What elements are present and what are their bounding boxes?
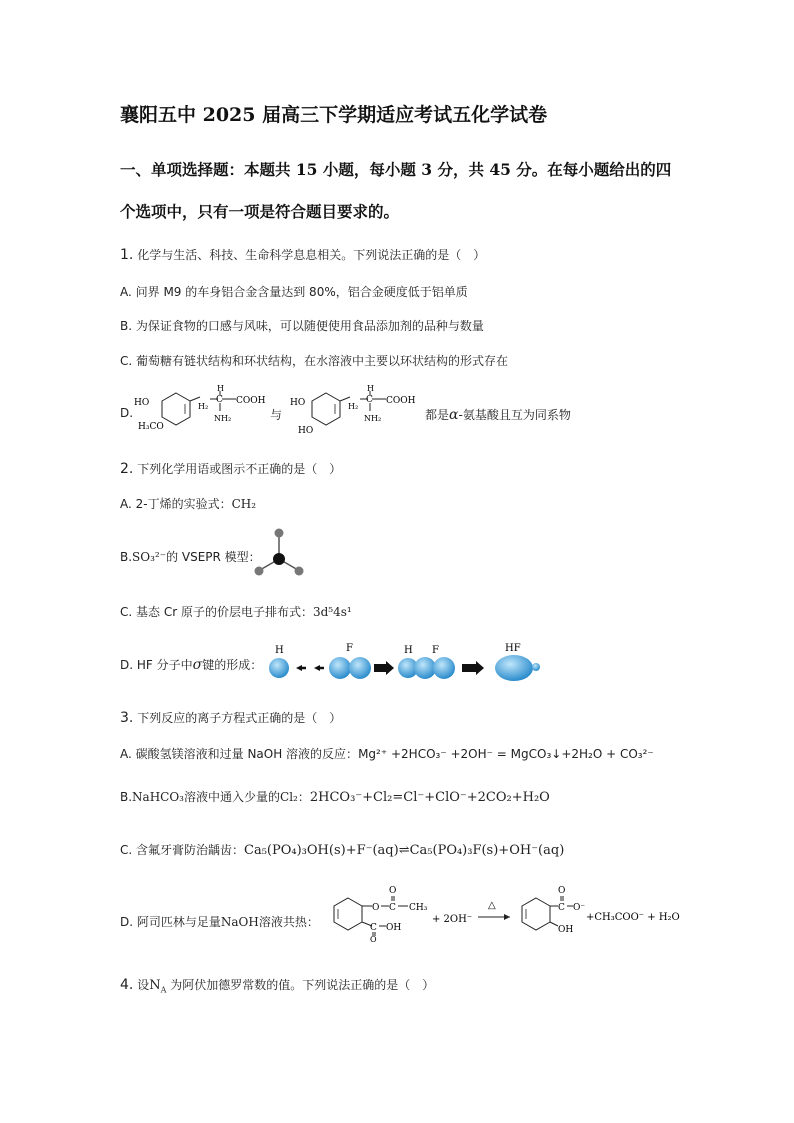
- mol-label: C: [366, 395, 373, 405]
- orbital-label: H: [404, 645, 413, 656]
- section-heading-line-1: 一、单项选择题：本题共 15 小题，每小题 3 分，共 45 分。在每小题给出的四: [120, 160, 672, 179]
- sigma-symbol: σ: [192, 657, 203, 673]
- question-1-stem: [120, 246, 485, 263]
- q1-option-d-mid: 与: [270, 408, 283, 422]
- formula-subscript: A: [160, 985, 167, 995]
- option-label: B.: [120, 790, 133, 804]
- formula: 3d⁵4s¹: [312, 605, 352, 619]
- mol-label: O: [372, 903, 380, 913]
- orbital-label: F: [346, 643, 353, 654]
- question-4-stem: [120, 976, 434, 994]
- option-text: ：: [297, 790, 310, 804]
- reactant-hydroxide: + 2OH⁻: [432, 914, 473, 925]
- d-suffix-text: -氨基酸且互为同系物: [458, 408, 571, 422]
- q1-option-d-label: D.: [120, 406, 134, 420]
- aspirin-reaction-diagram: [322, 880, 702, 942]
- question-2-stem: [120, 460, 341, 477]
- mol-label: COOH: [386, 396, 416, 406]
- q2-option-c: [120, 603, 352, 620]
- formula: N: [149, 978, 161, 993]
- mol-label: HO: [290, 398, 306, 408]
- q1-option-a: A. 问界 M9 的车身铝合金含量达到 80%，铝合金硬度低于铝单质: [120, 285, 468, 299]
- q1-option-d-suffix: [425, 406, 571, 423]
- formula: NaHCO₃: [132, 790, 184, 804]
- option-text: D. 阿司匹林与足量: [120, 915, 221, 929]
- formula: Cl₂: [280, 790, 298, 804]
- question-number: 3.: [120, 710, 134, 726]
- mol-label: C: [389, 903, 396, 913]
- mol-label: H₂: [348, 402, 359, 411]
- mol-label: OH: [558, 925, 574, 935]
- option-text: A. 碳酸氢镁溶液和过量 NaOH 溶液的反应：: [120, 747, 359, 761]
- q1-option-c: C. 葡萄糖有链状结构和环状结构，在水溶液中主要以环状结构的形式存在: [120, 354, 509, 368]
- mol-label: O: [370, 935, 377, 942]
- formula: CH₂: [231, 497, 257, 511]
- d-suffix-text: 都是: [425, 408, 450, 422]
- mol-label: HO: [298, 426, 314, 436]
- q1-molecule-1: [132, 385, 272, 437]
- orbital-label: F: [432, 645, 439, 656]
- option-text: 的 VSEPR 模型：: [166, 550, 261, 564]
- mol-label: O: [389, 886, 397, 896]
- option-text: 溶液中通入少量的: [184, 790, 281, 804]
- question-number: 1.: [120, 247, 134, 263]
- equation: Mg²⁺ +2HCO₃⁻ +2OH⁻ = MgCO₃↓+2H₂O + CO₃²⁻: [358, 747, 654, 761]
- question-text: 设: [137, 978, 150, 992]
- hf-orbital: [495, 655, 533, 681]
- mol-label: C: [216, 395, 223, 405]
- q2-option-b: [120, 548, 261, 565]
- h-orbital: [269, 658, 289, 678]
- formula: SO₃²⁻: [132, 550, 167, 564]
- q1-molecule-2: [290, 385, 430, 437]
- q3-option-d: [120, 913, 319, 930]
- alpha-symbol: α: [449, 407, 459, 423]
- mol-label: OH: [386, 923, 402, 933]
- reaction-products: +CH₃COO⁻ + H₂O: [586, 912, 680, 923]
- question-text: 下列反应的离子方程式正确的是（ ）: [137, 711, 342, 725]
- f-orbital: [349, 657, 371, 679]
- question-number: 4.: [120, 977, 134, 993]
- option-text: C. 含氟牙膏防治龋齿：: [120, 843, 245, 857]
- mol-label: C: [370, 923, 377, 933]
- mol-label: NH₂: [214, 414, 232, 423]
- equation: 2HCO₃⁻+Cl₂=Cl⁻+ClO⁻+2CO₂+H₂O: [309, 790, 550, 805]
- question-text: 为阿伏加德罗常数的值。下列说法正确的是（ ）: [170, 978, 435, 992]
- vsepr-model-diagram: [250, 527, 310, 579]
- question-text: 下列化学用语或图示不正确的是（ ）: [137, 462, 342, 476]
- question-number: 2.: [120, 461, 134, 477]
- mol-label: CH₃: [409, 903, 428, 913]
- mol-label: H: [367, 385, 374, 393]
- formula: NaOH: [220, 915, 259, 929]
- q2-option-d: [120, 656, 262, 673]
- q2-option-a: [120, 495, 256, 512]
- q3-option-b: [120, 788, 550, 805]
- hf-sigma-bond-diagram: [262, 640, 552, 685]
- section-heading-line-2: 个选项中，只有一项是符合题目要求的。: [120, 202, 400, 221]
- option-text: A. 2-丁烯的实验式：: [120, 497, 232, 511]
- heat-symbol: △: [488, 900, 496, 911]
- option-text: 键的形成：: [202, 658, 263, 672]
- mol-label: COOH: [236, 396, 266, 406]
- page-title: 襄阳五中 2025 届高三下学期适应考试五化学试卷: [120, 104, 548, 126]
- q3-option-a: [120, 745, 654, 762]
- overlap-orbitals: [433, 657, 455, 679]
- mol-label: O: [558, 886, 566, 896]
- orbital-label: H: [275, 645, 284, 656]
- mol-label: H₃CO: [138, 422, 164, 432]
- mol-label: NH₂: [364, 414, 382, 423]
- question-text: 化学与生活、科技、生命科学息息相关。下列说法正确的是（ ）: [137, 248, 486, 262]
- mol-label: O⁻: [573, 903, 586, 913]
- q3-option-c: [120, 841, 564, 858]
- option-text: D. HF 分子中: [120, 658, 193, 672]
- mol-label: H: [217, 385, 224, 393]
- question-3-stem: [120, 709, 341, 726]
- option-label: B.: [120, 550, 133, 564]
- equation: Ca₅(PO₄)₃OH(s)+F⁻(aq)⇌Ca₅(PO₄)₃F(s)+OH⁻(aq): [244, 843, 565, 858]
- mol-label: HO: [134, 398, 150, 408]
- q1-option-b: B. 为保证食物的口感与风味，可以随便使用食品添加剂的品种与数量: [120, 319, 484, 333]
- mol-label: H₂: [198, 402, 209, 411]
- mol-label: C: [558, 903, 565, 913]
- option-text: 溶液共热：: [258, 915, 319, 929]
- orbital-label: HF: [505, 643, 521, 654]
- option-text: C. 基态 Cr 原子的价层电子排布式：: [120, 605, 313, 619]
